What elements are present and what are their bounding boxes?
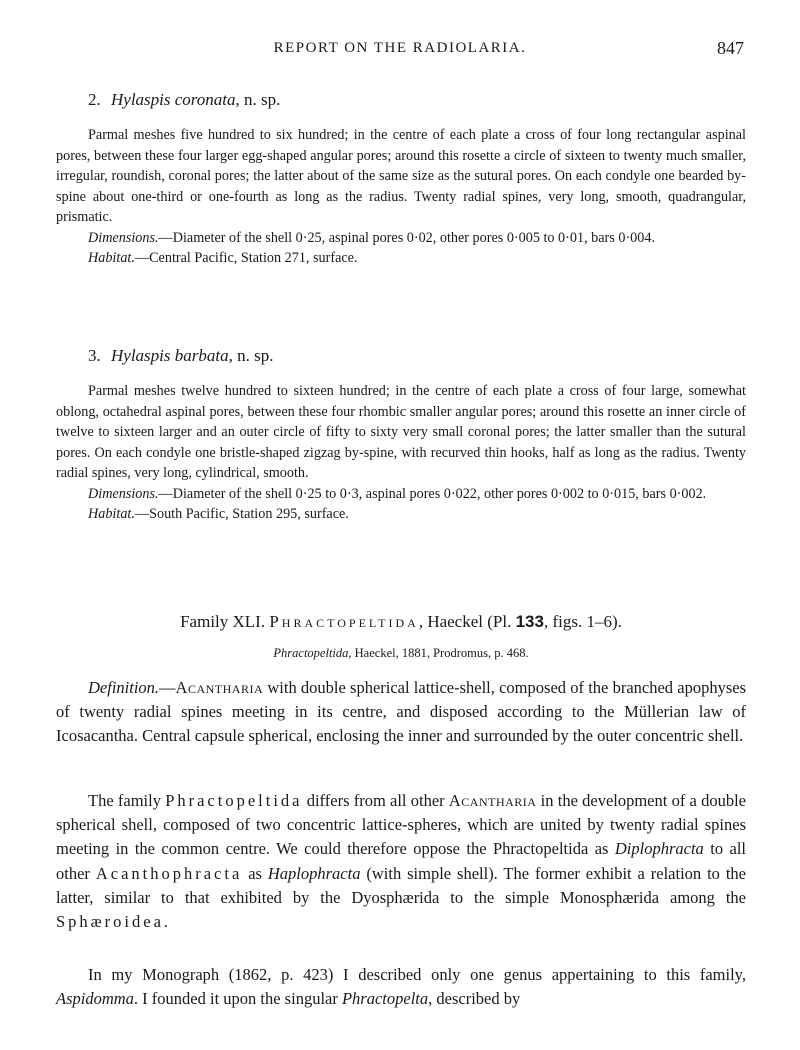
- definition-group: Acantharia: [175, 678, 264, 697]
- text-run: (with simple shell). The former exhibit a relation to the latter, similar to that exhibited by the Dyosphærida to the simple Monosphærida among the: [56, 863, 747, 907]
- text-run: to all other: [56, 839, 746, 883]
- definition-block: [56, 676, 746, 749]
- family-reference: [56, 646, 746, 661]
- plate-figs: , figs. 1–6).: [543, 612, 622, 631]
- species-hylaspis-coronata: [56, 90, 746, 269]
- species-number: 2.: [88, 90, 101, 109]
- species-dimensions: [56, 484, 746, 505]
- reference-name: Phractopeltida: [273, 646, 349, 660]
- dimensions-text: —Diameter of the shell 0·25, aspinal pores 0·02, other pores 0·005 to 0·01, bars 0·004.: [158, 229, 655, 246]
- text-run: . I founded it upon the singular: [133, 989, 342, 1009]
- text-run: The family: [88, 791, 166, 810]
- family-description-paragraph: [56, 789, 746, 934]
- species-suffix: , n. sp.: [235, 90, 281, 109]
- italic-term: Diplophracta: [614, 839, 704, 859]
- text-run: In my Monograph (1862, p. 423) I described only one genus appertaining to this family,: [88, 965, 746, 984]
- dimensions-text: —Diameter of the shell 0·25 to 0·3, aspinal pores 0·022, other pores 0·002 to 0·015, bars 0·002.: [158, 485, 707, 502]
- running-head: REPORT ON THE RADIOLARIA.: [273, 40, 527, 56]
- habitat-label: Habitat.: [88, 250, 135, 266]
- species-dimensions: [56, 228, 746, 249]
- definition-paragraph: [56, 676, 746, 749]
- habitat-text: —South Pacific, Station 295, surface.: [134, 506, 349, 522]
- text-run: , described by: [428, 989, 521, 1009]
- italic-term: Aspidomma: [56, 989, 134, 1009]
- italic-term: Haplophracta: [267, 863, 361, 883]
- spaced-term: Acanthophracta: [95, 863, 243, 883]
- family-description-block: [56, 789, 746, 934]
- family-name: Phractopeltida: [269, 612, 419, 631]
- species-title: [88, 90, 746, 110]
- species-habitat: [56, 248, 746, 269]
- definition-dash: —: [159, 678, 176, 697]
- text-run: differs from all other: [302, 791, 449, 810]
- monograph-block: [56, 963, 746, 1011]
- dimensions-label: Dimensions.: [88, 485, 159, 502]
- habitat-label: Habitat.: [88, 506, 135, 522]
- page-header: [56, 38, 744, 62]
- family-heading: [56, 612, 746, 632]
- definition-text: with double spherical lattice-shell, composed of the branched apophyses of twenty radial spines meeting in its centre, and disposed according to the Müllerian law of Icosacantha. Central capsule spherical, enclosing the inner and surrounded by the outer concentric shell.: [56, 678, 746, 746]
- habitat-text: —Central Pacific, Station 271, surface.: [134, 250, 358, 266]
- definition-label: Definition.: [88, 678, 160, 697]
- family-prefix: Family XLI.: [180, 612, 266, 631]
- dimensions-label: Dimensions.: [88, 229, 159, 246]
- species-habitat: [56, 504, 746, 525]
- plate-number: 133: [515, 612, 544, 631]
- reference-text: , Haeckel, 1881, Prodromus, p. 468.: [348, 646, 529, 660]
- spaced-term: Sphæroidea: [56, 912, 164, 932]
- species-description: Parmal meshes five hundred to six hundred; in the centre of each plate a cross of four long rectangular aspinal pores, between these four larger egg-shaped angular pores; around this rosette a circle of sixteen to twenty much smaller, irregular, roundish, coronal pores; the latter about of the same size as the sutural pores. On each condyle one bearded by-spine about one-third or one-fourth as long as the radius. Twenty radial spines, very long, smooth, quadrangular, prismatic.: [56, 127, 746, 225]
- text-run: as: [242, 863, 268, 883]
- monograph-paragraph: [56, 963, 746, 1011]
- species-suffix: , n. sp.: [228, 346, 274, 365]
- species-name: Hylaspis barbata: [111, 346, 229, 365]
- family-author: , Haeckel (Pl.: [418, 612, 512, 631]
- page-number: 847: [717, 38, 744, 58]
- small-caps-term: Acantharia: [448, 791, 537, 810]
- species-number: 3.: [88, 346, 101, 365]
- species-hylaspis-barbata: [56, 346, 746, 525]
- species-description: Parmal meshes twelve hundred to sixteen hundred; in the centre of each plate a cross of four large, somewhat oblong, octahedral aspinal pores, between these four rhombic smaller angular pores; around this rosette an inner circle of twelve to sixteen larger and an outer circle of fifty to sixty very small coronal pores; the latter smaller than the sutural pores. On each condyle one bristle-shaped zigzag by-spine, with recurved thin hooks, half as long as the radius. Twenty radial spines, very long, cylindrical, smooth.: [56, 383, 746, 481]
- italic-term: Phractopelta: [341, 989, 429, 1009]
- text-run: in the development of a double spherical shell, composed of two concentric lattice-spheres, which are united by twenty radial spines meeting in the common centre. We could therefore oppose the Phractopeltida as: [56, 791, 746, 859]
- text-run: .: [163, 912, 169, 932]
- species-title: [88, 346, 746, 366]
- spaced-term: Phractopeltida: [165, 791, 303, 810]
- species-name: Hylaspis coronata: [111, 90, 236, 109]
